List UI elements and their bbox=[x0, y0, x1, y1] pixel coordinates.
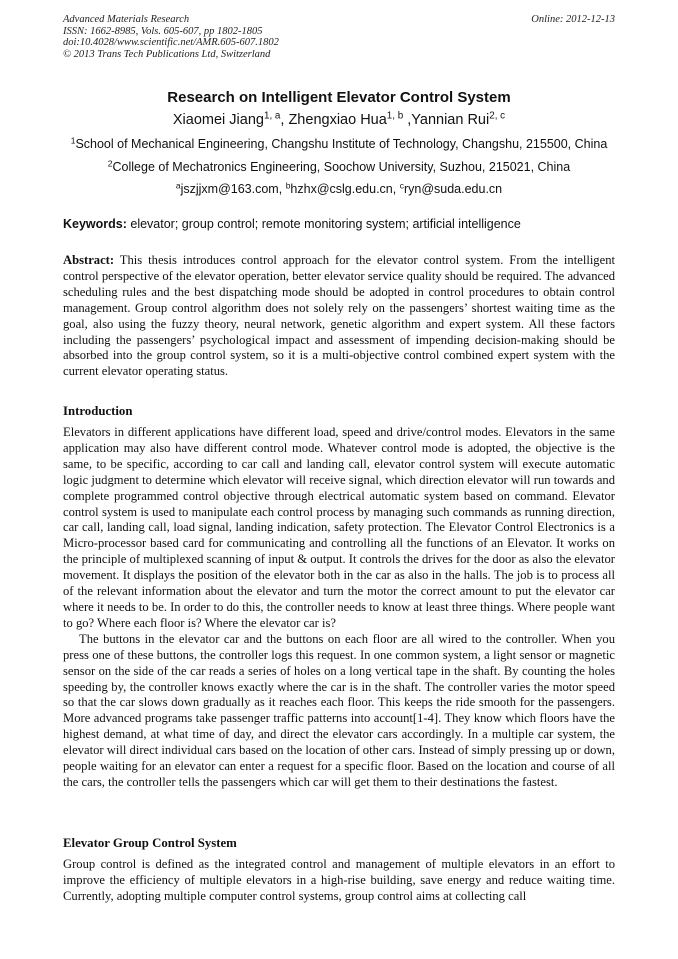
keywords bbox=[63, 217, 615, 231]
keywords-text: elevator; group control; remote monitoring system; artificial intelligence bbox=[126, 217, 521, 231]
author-name: Xiaomei Jiang bbox=[172, 112, 264, 128]
paragraph: Group control is defined as the integrated control and management of multiple elevators in an effort to improve the efficiency of multiple elevators in a high-rise building, save energy and reduce waiting time. Currently, adopting multiple computer control systems, group control aims at collecting call bbox=[63, 857, 615, 903]
online-date: Online: 2012-12-13 bbox=[531, 14, 615, 25]
author-affil-mark: 2, c bbox=[489, 110, 506, 122]
author-affil-mark: 1, a bbox=[263, 110, 281, 122]
introduction-body bbox=[63, 425, 615, 791]
journal-name: Advanced Materials Research bbox=[63, 14, 190, 25]
author-affil-mark: 1, b bbox=[386, 110, 404, 122]
group-control-body bbox=[63, 857, 615, 905]
author-name: Yannian Rui bbox=[411, 112, 490, 128]
abstract-label: Abstract: bbox=[63, 253, 115, 267]
issn-line: ISSN: 1662-8985, Vols. 605-607, pp 1802-1805 bbox=[63, 25, 263, 37]
paper-title: Research on Intelligent Elevator Control System bbox=[167, 89, 511, 106]
abstract-text: This thesis introduces control approach for the elevator control system. From the intelligent control perspective of the elevator operation, better elevator service quality should be required. The advanced scheduling rules and the best dispatching mode should be adopted in control procedures to obtain control management. Group control algorithm does not solely rely on the passengers’ shortest waiting time as the goal, also using the fuzzy theory, neural network, genetic algorithm and expert system. All these factors including the passengers’ psychological impact and assessment of impending decision-making should be absorbed into the group control system, so it is a multi-objective control combined expert system with the current elevator operating status. bbox=[63, 253, 615, 379]
paragraph: The buttons in the elevator car and the buttons on each floor are all wired to the controller. When you press one of these buttons, the controller logs this request. In one common system, a light sensor or magnetic sensor on the side of the car reads a series of holes on a long vertical tape in the shaft. By counting the holes speeding by, the controller knows exactly where the car is in the shaft. The controller varies the motor speed so that the car slows down gradually as it reaches each floor. This keeps the ride smooth for the passengers. More advanced programs take passenger traffic patterns into account[1-4]. They know which floors have the highest demand, at what time of day, and direct the elevator cars accordingly. In a multiple car system, the elevator will direct individual cars based on the location of other cars. Instead of simply pressing up or down, people waiting for an elevator can enter a request for a specific floor. Based on the location and course of all the cars, the controller tells the passengers which car will get them to their destinations the fastest. bbox=[63, 631, 615, 789]
doi-line: doi:10.4028/www.scientific.net/AMR.605-607.1802 bbox=[63, 37, 279, 49]
abstract bbox=[63, 253, 615, 380]
author-emails: $^a$jszjjxm@163.com, $^b$hzhx@cslg.edu.cn, $^c$ryn@suda.edu.cn bbox=[175, 180, 503, 196]
journal-header bbox=[63, 14, 615, 60]
paragraph: Elevators in different applications have different load, speed and drive/control modes. Elevators in the same application may also have different control mode. Whatever control mode is adopted, the objective is the same, to be specific, according to car call and landing call, elevator control system will execute automatic logic judgment to determine which elevator will receive signal, which direction elevator will run towards and complete programmed control objective through electrical automatic system based on command. Elevator control system is used to manipulate each control process by managing such commands as running direction, car call, landing call, load signal, landing indication, safety protection. The Elevator Control Electronics is a Micro-processor based card for communicating and controlling all the functions of an Elevator. It works on the principle of multiplexed scanning of input & output. It controls the drives for the door as also the elevator movement. It displays the position of the elevator both in the car as also in the halls. The job is to process all of the relevant information about the elevator and turn the motor the correct amount to put the elevator car where it needs to be. In order to do this, the controller needs to know at least three things. Where people want to go? Where each floor is? Where the elevator car is? bbox=[63, 425, 615, 630]
author-name: Zhengxiao Hua bbox=[288, 112, 387, 128]
keywords-label: Keywords: bbox=[63, 217, 127, 231]
email-link[interactable]: jszjjxm@163.com bbox=[180, 182, 279, 196]
affiliation-1: $^1$School of Mechanical Engineering, Changshu Institute of Technology, Changshu, 215500, China bbox=[70, 135, 608, 151]
section-heading-group-control: Elevator Group Control System bbox=[63, 836, 237, 850]
author-list: Xiaomei Jiang$^{1, a}$, Zhengxiao Hua$^{1, b}$ ,Yannian Rui$^{2, c}$ bbox=[172, 110, 506, 128]
section-heading-introduction: Introduction bbox=[63, 404, 133, 418]
email-link[interactable]: ryn@suda.edu.cn bbox=[403, 182, 503, 196]
email-link[interactable]: hzhx@cslg.edu.cn bbox=[290, 182, 393, 196]
copyright-line: © 2013 Trans Tech Publications Ltd, Switzerland bbox=[63, 48, 271, 60]
affiliation-2: $^2$College of Mechatronics Engineering, Soochow University, Suzhou, 215021, China bbox=[107, 158, 571, 174]
